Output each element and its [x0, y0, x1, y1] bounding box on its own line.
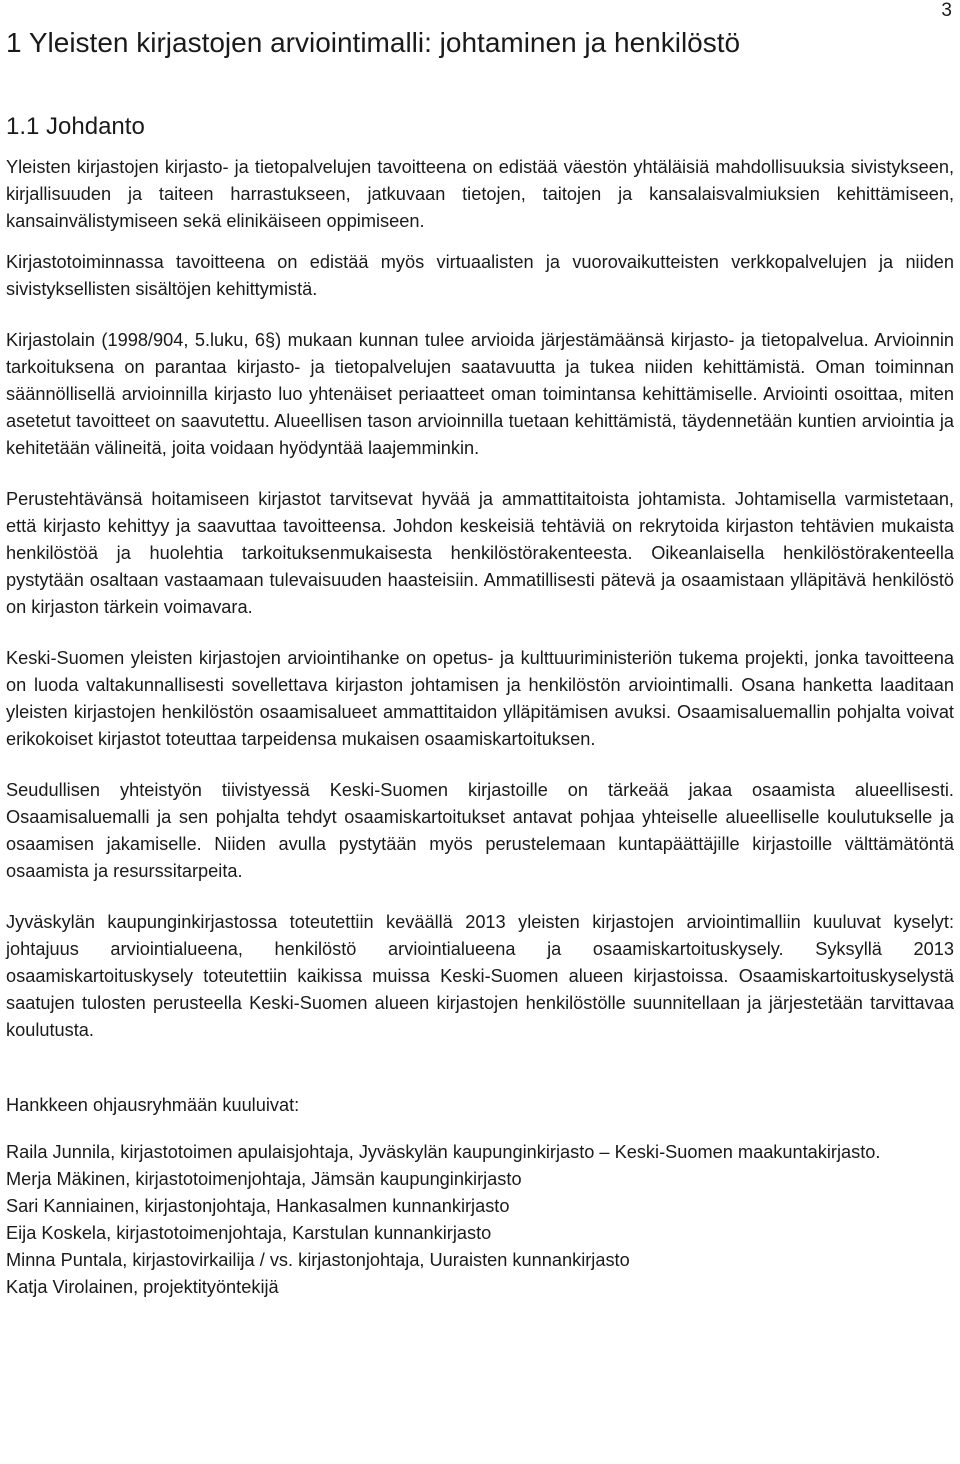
- steering-group-member: Minna Puntala, kirjastovirkailija / vs. kirjastonjohtaja, Uuraisten kunnankirjasto: [6, 1250, 630, 1270]
- paragraph-jyvaskyla-surveys: Jyväskylän kaupunginkirjastossa toteutettiin keväällä 2013 yleisten kirjastojen arviointimalliin kuuluvat kyselyt: johtajuus arviointialueena, henkilöstö arviointialueena ja osaamiskartoituskysely. Syksyllä 2013 osaamiskartoituskysely toteutettiin kaikissa muissa Keski-Suomen alueen kirjastoissa. Osaamiskartoituskyselystä saatujen tulosten perusteella Keski-Suomen alueen kirjastojen henkilöstölle suunnitellaan ja järjestetään tarvittavaa koulutusta.: [6, 912, 954, 1040]
- steering-group-list: [6, 1139, 954, 1301]
- steering-group-member: Raila Junnila, kirjastotoimen apulaisjohtaja, Jyväskylän kaupunginkirjasto – Keski-Suomen maakuntakirjasto.: [6, 1142, 881, 1162]
- paragraph-library-law: Kirjastolain (1998/904, 5.luku, 6§) mukaan kunnan tulee arvioida järjestämäänsä kirjasto- ja tietopalvelua. Arvioinnin tarkoituksena on parantaa kirjasto- ja tietopalvelujen saatavuutta ja tukea niiden kehittämistä. Oman toiminnan säännöllisellä arvioinnilla kirjasto luo yhtenäiset periaatteet oman toimintansa kehittämiselle. Arviointi osoittaa, miten asetetut tavoitteet on saavutettu. Alueellisen tason arvioinnilla tuetaan kehittämistä, täydennetään kuntien arviointia ja kehitetään välineitä, joita voidaan hyödyntää laajemminkin.: [6, 330, 954, 458]
- chapter-heading: 1 Yleisten kirjastojen arviointimalli: johtaminen ja henkilöstö: [6, 27, 741, 58]
- paragraph-goals: Yleisten kirjastojen kirjasto- ja tietopalvelujen tavoitteena on edistää väestön yhtäläisiä mahdollisuuksia sivistykseen, kirjallisuuden ja taiteen harrastukseen, jatkuvaan tietojen, taitojen ja kansalaisvalmiuksien kehittämiseen, kansainvälistymiseen sekä elinikäiseen oppimiseen.: [6, 157, 954, 231]
- paragraph-regional-cooperation: Seudullisen yhteistyön tiivistyessä Keski-Suomen kirjastoille on tärkeää jakaa osaamista alueellisesti. Osaamisaluemalli ja sen pohjalta tehdyt osaamiskartoitukset antavat pohjaa yhteiselle alueelliselle koulutukselle ja osaamisen jakamiselle. Niiden avulla pystytään myös perustelemaan kuntapäättäjille kirjastoille välttämätöntä osaamista ja resurssitarpeita.: [6, 780, 954, 881]
- steering-group-member: Sari Kanniainen, kirjastonjohtaja, Hankasalmen kunnankirjasto: [6, 1196, 510, 1216]
- steering-group-member: Katja Virolainen, projektityöntekijä: [6, 1277, 279, 1297]
- paragraph-leadership: Perustehtävänsä hoitamiseen kirjastot tarvitsevat hyvää ja ammattitaitoista johtamista. Johtamisella varmistetaan, että kirjasto kehittyy ja saavuttaa tavoitteensa. Johdon keskeisiä tehtäviä on rekrytoida kirjaston tehtävien mukaista henkilöstöä ja huolehtia tarkoituksenmukaisesta henkilöstörakenteesta. Oikeanlaisella henkilöstörakenteella pystytään osaltaan vastaamaan tulevaisuuden haasteisiin. Ammatillisesti pätevä ja osaamistaan ylläpitävä henkilöstö on kirjaston tärkein voimavara.: [6, 489, 954, 617]
- steering-group-title: Hankkeen ohjausryhmään kuuluivat:: [6, 1095, 300, 1115]
- paragraph-virtual-services: Kirjastotoiminnassa tavoitteena on edistää myös virtuaalisten ja vuorovaikutteisten verkkopalvelujen ja niiden sivistyksellisten sisältöjen kehittymistä.: [6, 252, 954, 299]
- paragraph-evaluation-project: Keski-Suomen yleisten kirjastojen arviointihanke on opetus- ja kulttuuriministeriön tukema projekti, jonka tavoitteena on luoda valtakunnallisesti sovellettava kirjaston johtamisen ja henkilöstön arviointimalli. Osana hanketta laaditaan yleisten kirjastojen henkilöstön osaamisalueet ammattitaidon ylläpitämisen avuksi. Osaamisaluemallin pohjalta voivat erikokoiset kirjastot toteuttaa tarpeidensa mukaisen osaamiskartoituksen.: [6, 648, 954, 749]
- steering-group-member: Eija Koskela, kirjastotoimenjohtaja, Karstulan kunnankirjasto: [6, 1223, 492, 1243]
- document-body: [6, 26, 954, 1301]
- page-number: 3: [941, 0, 952, 21]
- steering-group-member: Merja Mäkinen, kirjastotoimenjohtaja, Jämsän kaupunginkirjasto: [6, 1169, 522, 1189]
- section-heading: 1.1 Johdanto: [6, 113, 145, 140]
